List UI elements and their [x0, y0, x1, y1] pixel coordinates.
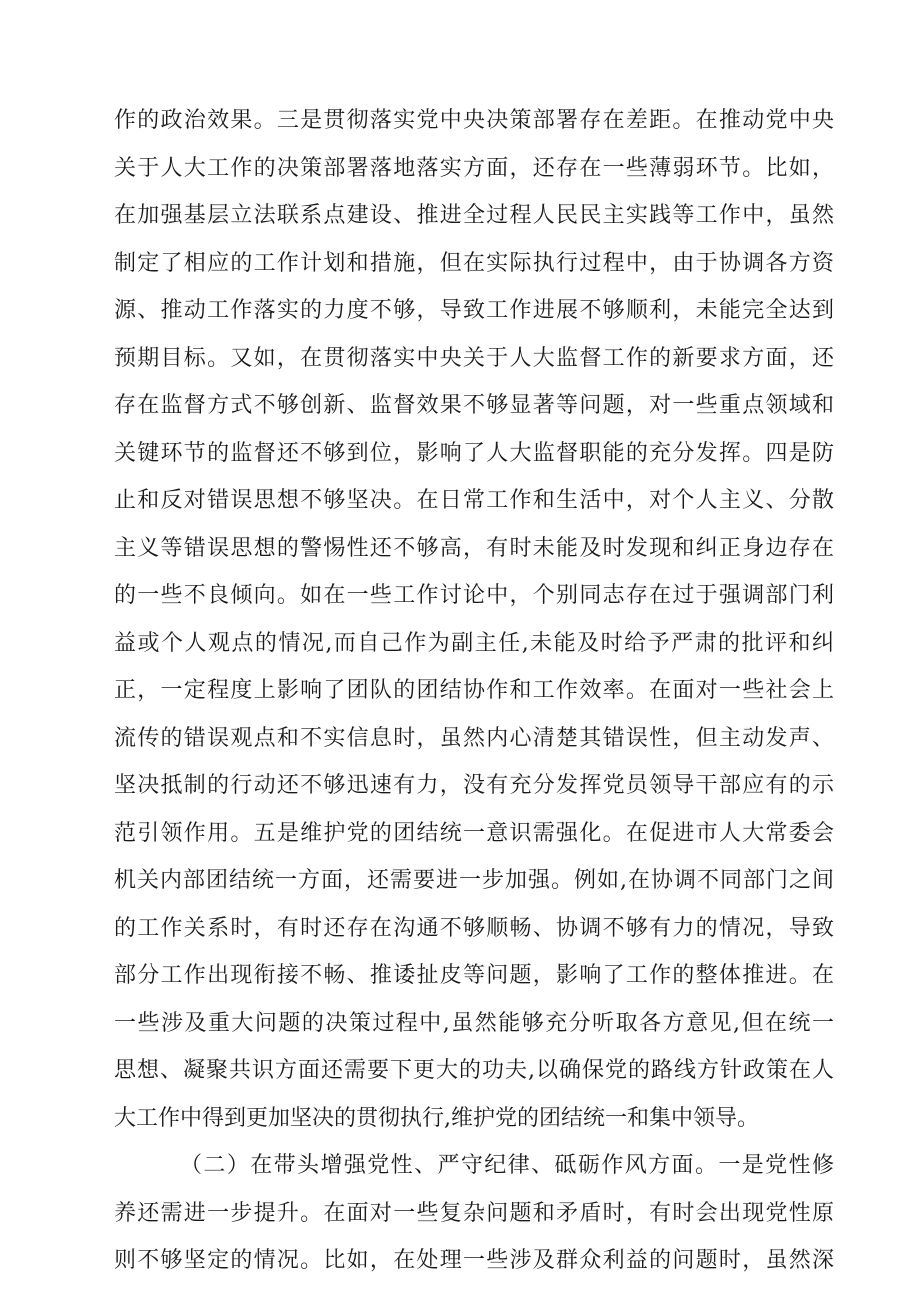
text-line: 机关内部团结统一方面，还需要进一步加强。例如,在协调不同部门之间 [114, 868, 834, 893]
text-line: 养还需进一步提升。在面对一些复杂问题和矛盾时，有时会出现党性原 [114, 1200, 834, 1226]
text-line: 益或个人观点的情况,而自己作为副主任,未能及时给予严肃的批评和纠 [114, 630, 834, 656]
text-line: 则不够坚定的情况。比如，在处理一些涉及群众利益的问题时，虽然深 [114, 1248, 834, 1273]
text-line: 范引领作用。五是维护党的团结统一意识需强化。在促进市人大常委会 [114, 820, 834, 846]
section-heading-line: （二）在带头增强党性、严守纪律、砥砺作风方面。一是党性修 [180, 1153, 834, 1178]
body-text [114, 97, 834, 1285]
text-line: 的工作关系时，有时还存在沟通不够顺畅、协调不够有力的情况，导致 [114, 915, 834, 941]
text-line: 思想、凝聚共识方面还需要下更大的功夫,以确保党的路线方针政策在人 [114, 1058, 834, 1083]
text-line: 源、推动工作落实的力度不够，导致工作进展不够顺利，未能完全达到 [114, 298, 834, 323]
text-line: 止和反对错误思想不够坚决。在日常工作和生活中，对个人主义、分散 [114, 488, 834, 513]
paragraph-end-line: 大工作中得到更加坚决的贯彻执行,维护党的团结统一和集中领导。 [114, 1105, 759, 1131]
text-line: 主义等错误思想的警惕性还不够高，有时未能及时发现和纠正身边存在 [114, 535, 834, 561]
text-line: 存在监督方式不够创新、监督效果不够显著等问题，对一些重点领域和 [114, 393, 834, 418]
text-line: 预期目标。又如，在贯彻落实中央关于人大监督工作的新要求方面，还 [114, 345, 834, 371]
text-line: 一些涉及重大问题的决策过程中,虽然能够充分听取各方意见,但在统一 [114, 1010, 834, 1036]
text-line: 部分工作出现衔接不畅、推诿扯皮等问题，影响了工作的整体推进。在 [114, 963, 834, 988]
text-line: 作的政治效果。三是贯彻落实党中央决策部署存在差距。在推动党中央 [114, 108, 834, 133]
text-line: 关键环节的监督还不够到位，影响了人大监督职能的充分发挥。四是防 [114, 440, 834, 466]
text-line: 的一些不良倾向。如在一些工作讨论中，个别同志存在过于强调部门利 [114, 583, 834, 608]
text-line: 制定了相应的工作计划和措施，但在实际执行过程中，由于协调各方资 [114, 250, 834, 276]
text-line: 关于人大工作的决策部署落地落实方面，还存在一些薄弱环节。比如， [114, 155, 834, 181]
text-line: 正，一定程度上影响了团队的团结协作和工作效率。在面对一些社会上 [114, 678, 834, 703]
text-line: 流传的错误观点和不实信息时，虽然内心清楚其错误性，但主动发声、 [114, 725, 834, 751]
text-line: 在加强基层立法联系点建设、推进全过程人民民主实践等工作中，虽然 [114, 203, 834, 228]
text-line: 坚决抵制的行动还不够迅速有力，没有充分发挥党员领导干部应有的示 [114, 773, 834, 798]
